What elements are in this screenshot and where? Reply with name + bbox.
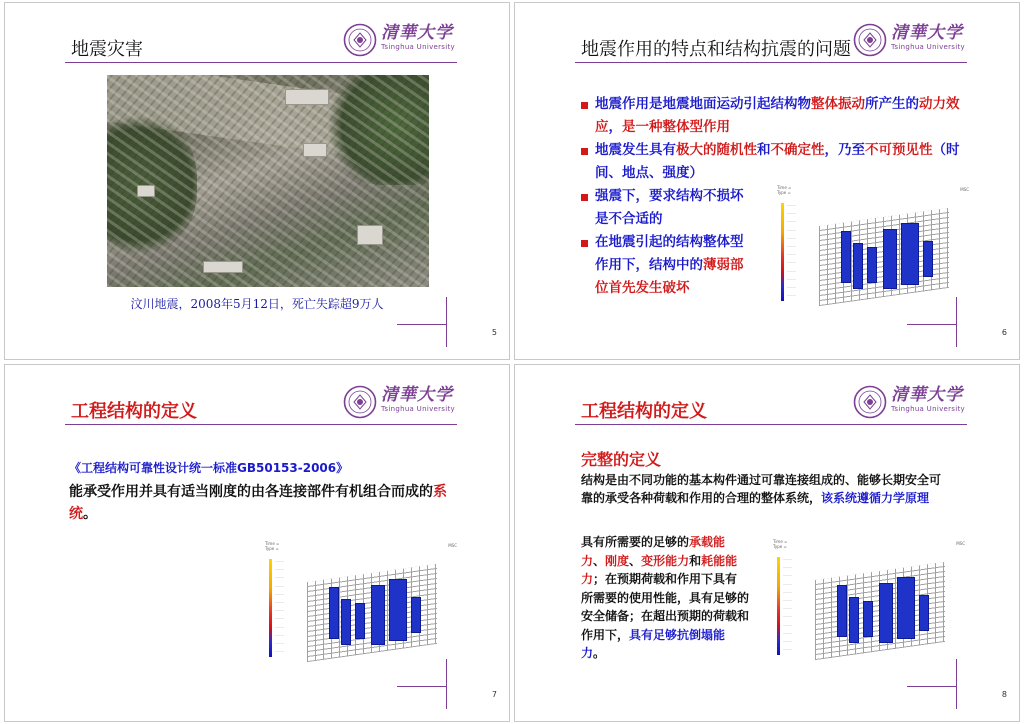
page-number: 5 xyxy=(491,328,497,337)
capability-paragraph xyxy=(581,533,749,663)
tsinghua-logo xyxy=(343,385,455,419)
bullet-text: 地震发生具有 xyxy=(595,142,676,158)
corner-mark-h xyxy=(907,686,957,687)
definition-text xyxy=(69,481,449,525)
page-number: 6 xyxy=(1001,328,1007,337)
slide-title: 工程结构的定义 xyxy=(581,401,707,422)
bullet-highlight: 不可预见性 xyxy=(865,142,933,158)
bullet-text: 地震作用是地震地面运动引起结构物 xyxy=(595,96,811,112)
tsinghua-seal-icon xyxy=(343,385,377,419)
logo-en-text: Tsinghua University xyxy=(891,405,965,413)
tsinghua-seal-icon xyxy=(853,23,887,57)
bullet-text: ，乃至 xyxy=(824,142,865,158)
paragraph-highlight: 变形能力 xyxy=(641,553,690,568)
logo-cn-text: 清華大学 xyxy=(891,23,963,43)
paragraph-highlight: 承载能力 xyxy=(581,535,726,568)
corner-mark-h xyxy=(907,324,957,325)
earthquake-photo xyxy=(107,75,429,287)
title-rule xyxy=(65,424,457,425)
bullet-highlight: 薄弱部位首先发生破坏 xyxy=(595,257,744,296)
title-rule xyxy=(575,424,967,425)
bullet-highlight: 整体振动 xyxy=(811,96,865,112)
slide-5 xyxy=(4,2,510,360)
page-number: 8 xyxy=(1001,690,1007,699)
bullet-text: ， xyxy=(608,119,622,135)
paragraph-blue-text: 具有足够抗倒塌能力 xyxy=(581,627,726,660)
bullet-highlight: 不确定性 xyxy=(770,142,825,158)
logo-en-text: Tsinghua University xyxy=(891,43,965,51)
tsinghua-logo xyxy=(853,385,965,419)
slide-7 xyxy=(4,364,510,722)
paragraph-text: 、 xyxy=(593,553,606,568)
definition-paragraph xyxy=(581,471,941,507)
corner-mark-v xyxy=(446,297,447,347)
slide-title: 地震灾害 xyxy=(71,39,143,60)
logo-cn-text: 清華大学 xyxy=(381,385,453,405)
slide-title: 地震作用的特点和结构抗震的问题 xyxy=(581,39,851,60)
title-rule xyxy=(65,62,457,63)
bullet-2 xyxy=(581,139,961,185)
section-subtitle: 完整的定义 xyxy=(581,450,662,469)
structure-model-figure: Time = Type = MSC ——— ——— ——— ——— ——— ——— ——— ——— ——— ——— ——— ——— xyxy=(769,539,969,659)
slide-title: 工程结构的定义 xyxy=(71,401,197,422)
tsinghua-seal-icon xyxy=(343,23,377,57)
tsinghua-logo xyxy=(853,23,965,57)
bullet-highlight: 是一种整体型作用 xyxy=(622,119,730,135)
definition-highlight: 系统 xyxy=(69,484,447,522)
logo-en-text: Tsinghua University xyxy=(381,43,455,51)
paragraph-highlight: 耗能能力 xyxy=(581,553,738,586)
logo-cn-text: 清華大学 xyxy=(381,23,453,43)
bullet-highlight: 动力效应 xyxy=(595,96,960,135)
corner-mark-h xyxy=(397,686,447,687)
slide-8 xyxy=(514,364,1020,722)
corner-mark-v xyxy=(446,659,447,709)
structure-model-figure: Time = Type = MSC ——— ——— ——— ——— ——— ——— ——— ——— ——— ——— ——— ——— xyxy=(261,541,461,661)
corner-mark-h xyxy=(397,324,447,325)
paragraph-text: 、 xyxy=(629,553,642,568)
logo-cn-text: 清華大学 xyxy=(891,385,963,405)
paragraph-text: 和 xyxy=(689,553,702,568)
paragraph-text: 具有所需要的足够的 xyxy=(581,535,690,549)
paragraph-text: ；在预期荷载和作用下具有所需要的使用性能，具有足够的安全储备；在超出预期的荷载和作用下， xyxy=(581,572,750,642)
structure-model-figure: Time = Type = MSC ——— ——— ——— ——— ——— ——— ——— ——— ——— ——— ——— ——— xyxy=(773,185,973,305)
paragraph-text: 结构是由不同功能的基本构件通过可靠连接组成的、能够长期安全可靠的承受各种荷载和作用的合理的整体系统， xyxy=(581,473,942,505)
photo-caption: 汶川地震，2008年5月12日，死亡失踪超9万人 xyxy=(130,297,384,311)
bullet-text: 在地震引起的结构整体型作用下，结构中的 xyxy=(595,234,744,273)
corner-mark-v xyxy=(956,297,957,347)
tsinghua-logo xyxy=(343,23,455,57)
paragraph-blue-text: 该系统遵循力学原理 xyxy=(821,491,930,505)
bullet-4 xyxy=(581,231,753,300)
slide-6 xyxy=(514,2,1020,360)
corner-mark-v xyxy=(956,659,957,709)
bullet-text: 强震下，要求结构不损坏是不合适的 xyxy=(595,188,744,227)
bullet-text: （时间、地点、强度） xyxy=(595,142,960,181)
page-number: 7 xyxy=(491,690,497,699)
bullet-text: 所产生的 xyxy=(865,96,919,112)
bullet-3 xyxy=(581,185,753,231)
definition-body: 能承受作用并具有适当刚度的由各连接部件有机组合而成的 xyxy=(69,484,433,500)
bullet-text: 和 xyxy=(757,142,771,158)
standard-reference: 《工程结构可靠性设计统一标准GB50153-2006》 xyxy=(69,461,349,475)
paragraph-text: 。 xyxy=(593,646,606,660)
title-rule xyxy=(575,62,967,63)
logo-en-text: Tsinghua University xyxy=(381,405,455,413)
bullet-highlight: 极大的随机性 xyxy=(676,142,757,158)
bullet-1 xyxy=(581,93,961,139)
definition-end: 。 xyxy=(83,506,97,522)
tsinghua-seal-icon xyxy=(853,385,887,419)
paragraph-highlight: 刚度 xyxy=(605,553,630,568)
